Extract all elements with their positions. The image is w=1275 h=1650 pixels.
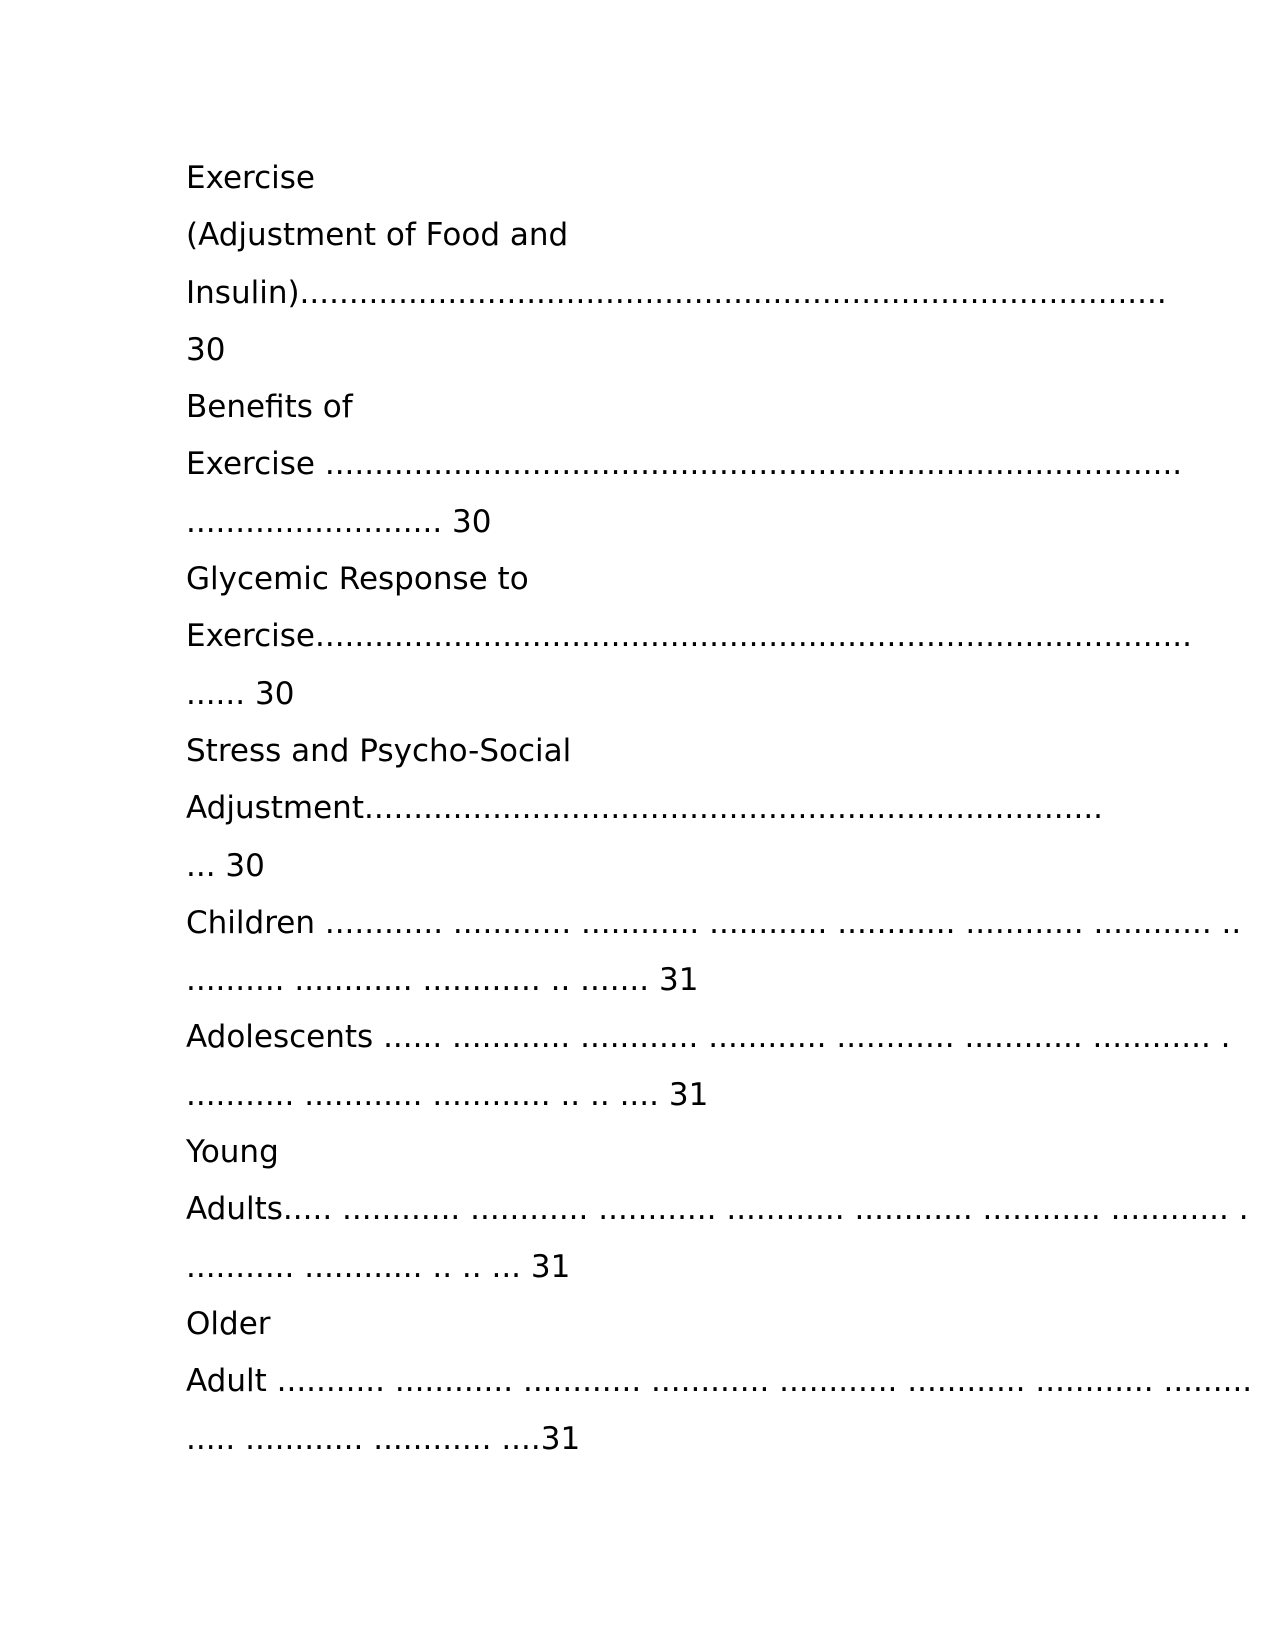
toc-line: ..... ............ ............ ....31 bbox=[186, 1420, 581, 1457]
toc-line: Exercise......................................................................................... bbox=[186, 618, 1193, 655]
toc-line: Adult ........... ............ ............ ............ ............ ............ ............ ......... bbox=[186, 1363, 1253, 1400]
toc-line: ........... ............ ............ .. .. .... 31 bbox=[186, 1076, 709, 1113]
toc-line: Stress and Psycho-Social bbox=[186, 732, 572, 769]
toc-line: Adjustment........................................................................... bbox=[186, 790, 1104, 827]
toc-line: ...... 30 bbox=[186, 675, 295, 712]
toc-line: .......... ............ ............ .. ....... 31 bbox=[186, 962, 699, 999]
toc-line: Adults..... ............ ............ ............ ............ ............ ............ ............ . bbox=[186, 1191, 1249, 1228]
toc-line: Benefits of bbox=[186, 389, 353, 426]
toc-line: Insulin)........................................................................................ bbox=[186, 274, 1167, 311]
toc-line: Glycemic Response to bbox=[186, 561, 529, 598]
toc-line: ........... ............ .. .. ... 31 bbox=[186, 1248, 571, 1285]
toc-line: (Adjustment of Food and bbox=[186, 217, 569, 254]
toc-line: Young bbox=[186, 1134, 279, 1171]
toc-line: Children ............ ............ ............ ............ ............ ............ ............ .. bbox=[186, 904, 1242, 941]
toc-line: 30 bbox=[186, 331, 226, 368]
table-of-contents bbox=[186, 150, 1253, 1468]
toc-line: Exercise ....................................................................................... bbox=[186, 446, 1183, 483]
toc-line: .......................... 30 bbox=[186, 503, 492, 540]
toc-line: Older bbox=[186, 1305, 271, 1342]
toc-line: Adolescents ...... ............ ............ ............ ............ ............ ............ . bbox=[186, 1019, 1231, 1056]
toc-line: Exercise bbox=[186, 160, 315, 196]
toc-line: ... 30 bbox=[186, 847, 265, 884]
